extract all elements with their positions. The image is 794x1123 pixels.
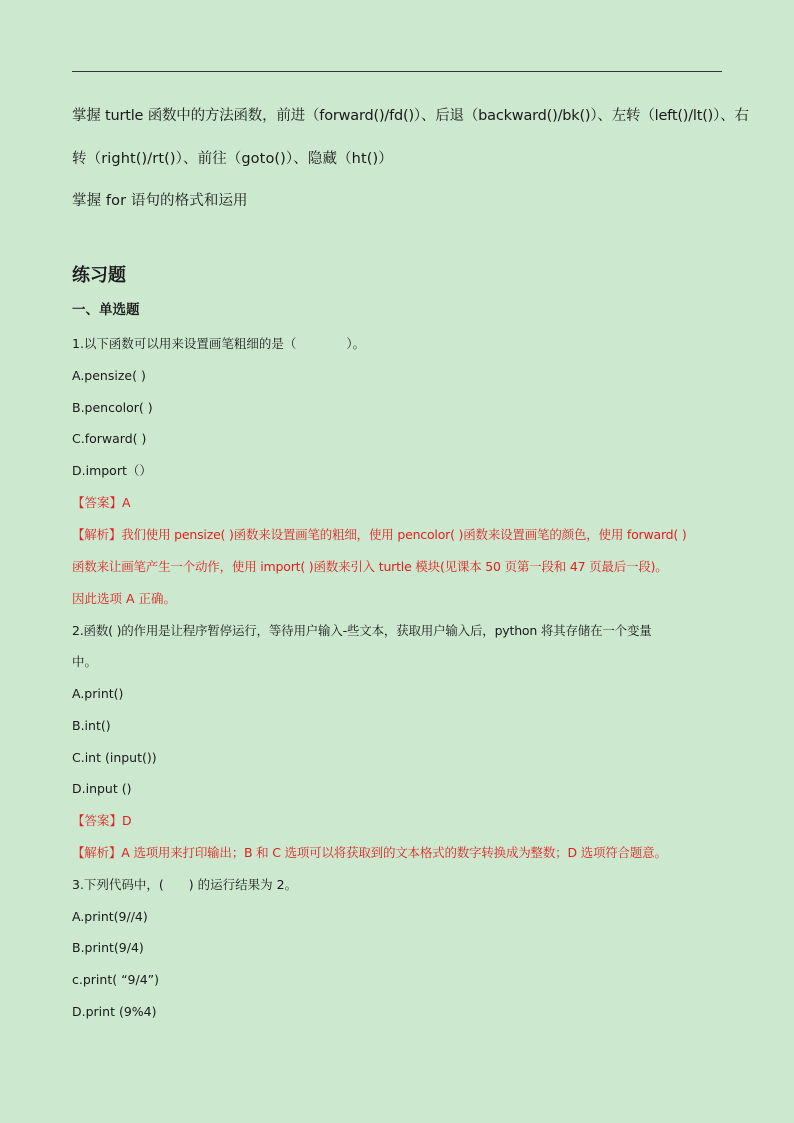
question-stem: 3.下列代码中，( ) 的运行结果为 2。 (72, 877, 298, 892)
objective-line: 掌握 for 语句的格式和运用 (72, 193, 248, 209)
question-option: D.import（） (72, 463, 152, 478)
analysis-line: 【解析】我们使用 pensize( )函数来设置画笔的粗细，使用 pencolor( )函数来设置画笔的颜色，使用 forward( ) (72, 527, 687, 542)
question-option: D.print (9%4) (72, 1004, 157, 1019)
question-option: C.int (input()) (72, 750, 157, 765)
answer-line: 【答案】D (72, 813, 132, 828)
section-title: 练习题 (72, 265, 126, 286)
question-option: D.input () (72, 781, 132, 796)
question-option: A.print(9//4) (72, 909, 148, 924)
analysis-line: 【解析】A 选项用来打印输出；B 和 C 选项可以将获取到的文本格式的数字转换成为整数；D 选项符合题意。 (72, 845, 667, 860)
question-stem: 2.函数( )的作用是让程序暂停运行，等待用户输入-些文本，获取用户输入后，python 将其存储在一个变量 (72, 623, 652, 638)
question-option: A.print() (72, 686, 124, 701)
question-option: B.print(9/4) (72, 940, 144, 955)
question-option: B.pencolor( ) (72, 400, 153, 415)
subsection-title: 一、单选题 (72, 302, 140, 318)
question-option: c.print( “9/4”) (72, 972, 160, 987)
objective-line: 掌握 turtle 函数中的方法函数，前进（forward()/fd()）、后退（backward()/bk()）、左转（left()/lt()）、右 (72, 108, 749, 124)
header-divider (72, 71, 722, 72)
question-stem: 1.以下函数可以用来设置画笔粗细的是（ ）。 (72, 336, 366, 351)
analysis-line: 函数来让画笔产生一个动作，使用 import( )函数来引入 turtle 模块(见课本 50 页第一段和 47 页最后一段)。 (72, 559, 668, 574)
question-option: A.pensize( ) (72, 368, 146, 383)
objective-line: 转（right()/rt()）、前往（goto()）、隐藏（ht()） (72, 151, 393, 167)
question-option: C.forward( ) (72, 431, 147, 446)
question-stem: 中。 (72, 654, 98, 669)
question-option: B.int() (72, 718, 111, 733)
analysis-line: 因此选项 A 正确。 (72, 591, 176, 606)
answer-line: 【答案】A (72, 495, 131, 510)
